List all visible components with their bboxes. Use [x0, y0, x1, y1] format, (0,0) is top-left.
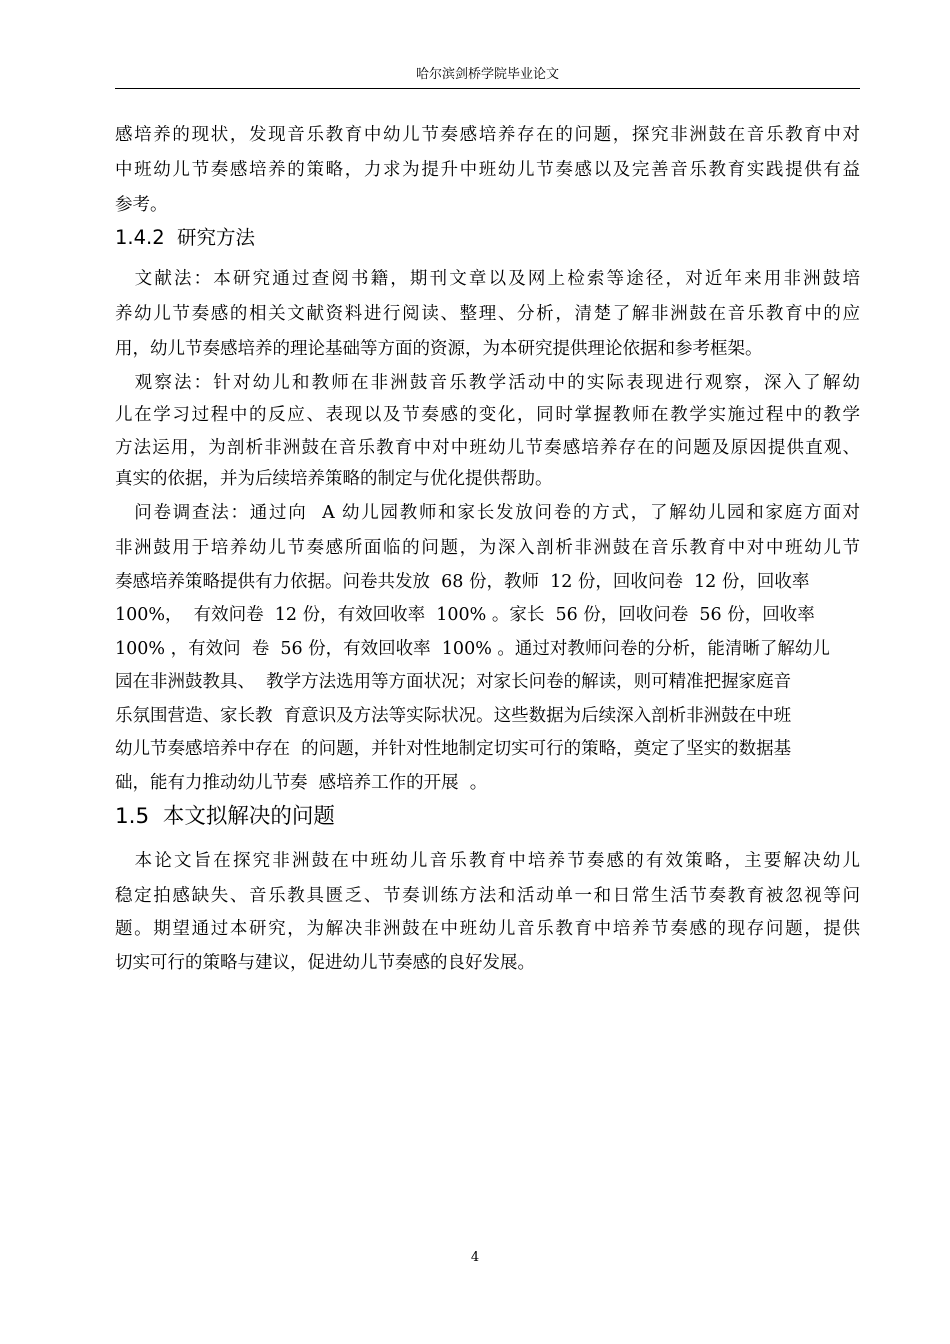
paragraph-line: 中班幼儿节奏感培养的策略，力求为提升中班幼儿节奏感以及完善音乐教育实践提供有益 [115, 160, 860, 180]
paragraph-line: 问卷调查法：通过向 A 幼儿园教师和家长发放问卷的方式，了解幼儿园和家庭方面对 [115, 503, 860, 523]
paragraph-line: 切实可行的策略与建议，促进幼儿节奏感的良好发展。 [115, 953, 535, 973]
paragraph-line: 方法运用，为剖析非洲鼓在音乐教育中对中班幼儿节奏感培养存在的问题及原因提供直观、 [115, 438, 860, 458]
paragraph-line: 础，能有力推动幼儿节奏 感培养工作的开展 。 [115, 773, 488, 793]
running-header: 哈尔滨剑桥学院毕业论文 [415, 67, 559, 82]
paragraph-line: 乐氛围营造、家长教 育意识及方法等实际状况。这些数据为后续深入剖析非洲鼓在中班 [115, 706, 792, 726]
paragraph-line: 真实的依据，并为后续培养策略的制定与优化提供帮助。 [115, 469, 553, 489]
paragraph-line: 用，幼儿节奏感培养的理论基础等方面的资源，为本研究提供理论依据和参考框架。 [115, 339, 763, 359]
paragraph-line: 幼儿节奏感培养中存在 的问题，并针对性地制定切实可行的策略，奠定了坚实的数据基 [115, 739, 792, 759]
section-heading-1-5: 1.5 本文拟解决的问题 [115, 804, 335, 829]
paragraph-line: 文献法：本研究通过查阅书籍，期刊文章以及网上检索等途径，对近年来用非洲鼓培 [115, 269, 860, 289]
paragraph-line: 奏感培养策略提供有力依据。问卷共发放 68 份，教师 12 份，回收问卷 12 份，回收率 [115, 572, 810, 592]
paragraph-line: 稳定拍感缺失、音乐教具匮乏、节奏训练方法和活动单一和日常生活节奏教育被忽视等问 [115, 886, 860, 906]
paragraph-line: 儿在学习过程中的反应、表现以及节奏感的变化，同时掌握教师在教学实施过程中的教学 [115, 405, 860, 425]
paragraph-line: 本论文旨在探究非洲鼓在中班幼儿音乐教育中培养节奏感的有效策略，主要解决幼儿 [115, 851, 860, 871]
paragraph-line: 养幼儿节奏感的相关文献资料进行阅读、整理、分析，清楚了解非洲鼓在音乐教育中的应 [115, 304, 860, 324]
paragraph-line: 题。期望通过本研究，为解决非洲鼓在中班幼儿音乐教育中培养节奏感的现存问题，提供 [115, 919, 860, 939]
paragraph-line: 100% ，有效问 卷 56 份，有效回收率 100% 。通过对教师问卷的分析，能清晰了解幼儿 [115, 639, 830, 659]
paragraph-line: 非洲鼓用于培养幼儿节奏感所面临的问题，为深入剖析非洲鼓在音乐教育中对中班幼儿节 [115, 538, 860, 558]
paragraph-line: 100%， 有效问卷 12 份，有效回收率 100% 。家长 56 份，回收问卷 56 份，回收率 [115, 605, 815, 625]
section-heading-1-4-2: 1.4.2 研究方法 [115, 226, 256, 249]
paragraph-line: 观察法：针对幼儿和教师在非洲鼓音乐教学活动中的实际表现进行观察，深入了解幼 [115, 373, 860, 393]
page-number: 4 [470, 1250, 480, 1265]
paragraph-line: 感培养的现状，发现音乐教育中幼儿节奏感培养存在的问题，探究非洲鼓在音乐教育中对 [115, 125, 860, 145]
paragraph-line: 园在非洲鼓教具、 教学方法选用等方面状况；对家长问卷的解读，则可精准把握家庭音 [115, 672, 792, 692]
paragraph-line: 参考。 [115, 195, 168, 215]
header-divider [115, 88, 860, 89]
